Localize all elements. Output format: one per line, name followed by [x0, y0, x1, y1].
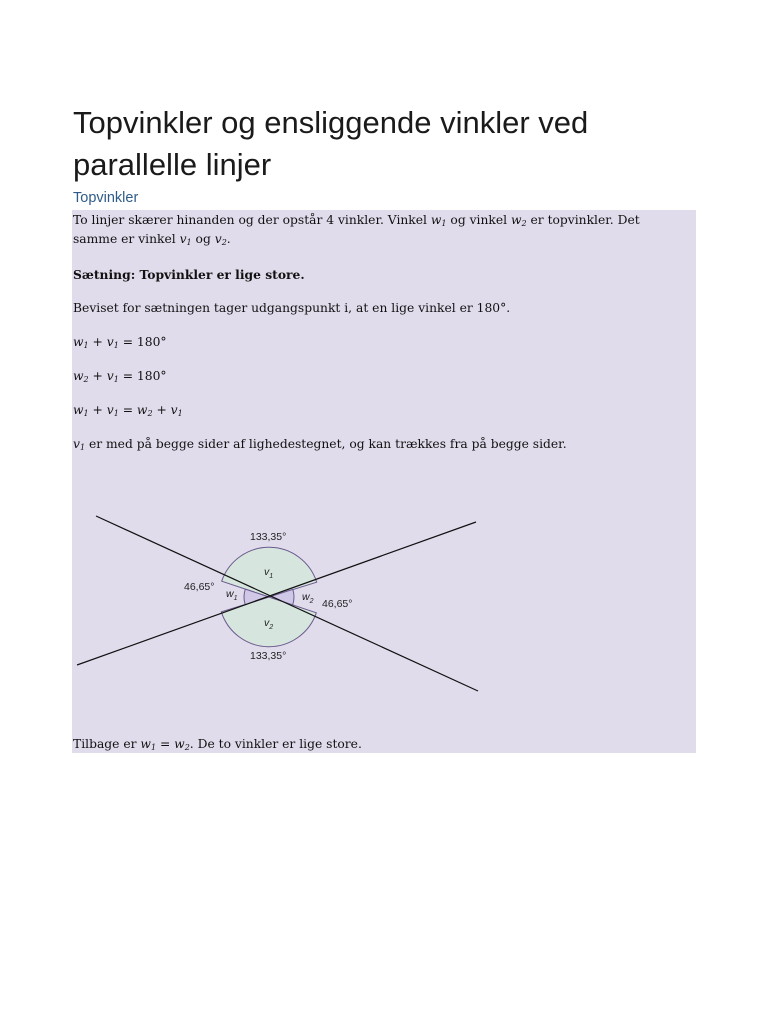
equation-1: $w_1 + v_1 = 180^\circ$	[73, 335, 167, 350]
angle-top-label: 133,35°	[250, 531, 287, 543]
proof-intro: Beviset for sætningen tager udgangspunkt i, at en lige vinkel er 180°.	[73, 301, 511, 315]
label-v1: $v_1$	[264, 566, 274, 580]
section-heading: Topvinkler	[73, 190, 139, 206]
label-w1: $w_1$	[226, 588, 238, 602]
subtract-explanation: $v_1$ er med på begge sider af lighedestegnet, og kan trækkes fra på begge sider.	[73, 437, 567, 452]
intersecting-lines-figure	[72, 505, 492, 705]
label-w2: $w_2$	[302, 591, 314, 605]
equation-2: $w_2 + v_1 = 180^\circ$	[73, 369, 167, 384]
page-title: Topvinkler og ensliggende vinkler ved parallelle linjer	[73, 105, 589, 182]
conclusion: Tilbage er $w_1 = w_2$. De to vinkler er lige store.	[73, 737, 362, 752]
paragraph-intro-line2: samme er vinkel $v_1$ og $v_2$.	[73, 232, 231, 247]
angle-right-label: 46,65°	[322, 598, 353, 610]
angle-bottom-label: 133,35°	[250, 650, 287, 662]
equation-3: $w_1 + v_1 = w_2 + v_1$	[73, 403, 183, 418]
paragraph-intro-line1: To linjer skærer hinanden og der opstår 4 vinkler. Vinkel $w_1$ og vinkel $w_2$ er topvinkler. Det	[73, 213, 640, 228]
angle-left-label: 46,65°	[184, 581, 215, 593]
label-v2: $v_2$	[264, 617, 274, 631]
theorem: Sætning: Topvinkler er lige store.	[73, 267, 305, 282]
